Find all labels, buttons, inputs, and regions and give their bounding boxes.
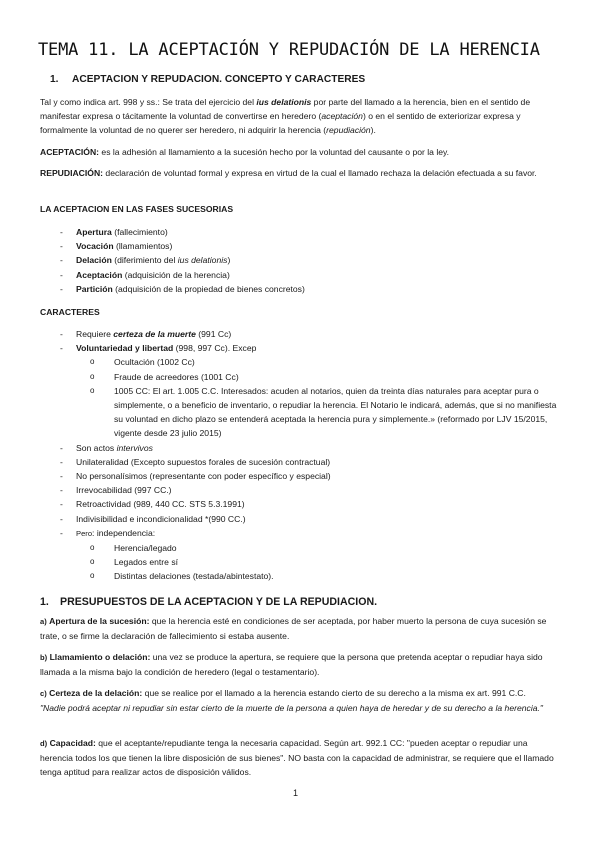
aceptacion-definition	[40, 145, 560, 159]
list-item: - Unilateralidad (Excepto supuestos forales de sucesión contractual)	[40, 455, 560, 469]
section-heading-2	[40, 596, 377, 608]
sublist-item: o Distintas delaciones (testada/abintestato).	[76, 569, 560, 583]
caracteres-heading: CARACTERES	[40, 307, 100, 317]
sublist-item: o Legados entre sí	[76, 555, 560, 569]
definition-label: REPUDIACIÓN:	[40, 168, 104, 178]
intro-text: ).	[370, 125, 376, 136]
caracteres-list	[40, 327, 560, 584]
list-item: - Vocación (llamamientos)	[40, 239, 560, 253]
fases-list	[40, 225, 560, 296]
list-item: - Indivisibilidad e incondicionalidad *(990 CC.)	[40, 512, 560, 526]
definition-text: declaración de voluntad formal y expresa en virtud de la cual el llamado rechaza la delación efectuada a su favor.	[103, 168, 537, 178]
definition-text: es la adhesión al llamamiento a la sucesión hecho por la voluntad del causante o por la ley.	[99, 147, 450, 157]
section-heading-text: PRESUPUESTOS DE LA ACEPTACION Y DE LA REPUDIACION.	[60, 596, 378, 608]
intro-term: repudiación	[326, 125, 371, 136]
fases-heading: LA ACEPTACION EN LAS FASES SUCESORIAS	[40, 204, 234, 214]
definition-label: ACEPTACIÓN:	[40, 147, 100, 157]
intro-text: Tal y como indica art. 998 y ss.: Se trata del ejercicio del	[40, 97, 257, 107]
list-item: - Requiere certeza de la muerte (991 Cc)	[40, 327, 560, 341]
repudiacion-definition	[40, 166, 560, 180]
section-number: 1.	[50, 74, 59, 85]
intro-term: ius delationis	[256, 97, 312, 107]
presupuesto-d: d) Capacidad: que el aceptante/repudiante tenga la necesaria capacidad. Según art. 992.1 CC: "pueden aceptar o repudiar una herencia todos los que tienen la libre disposición de sus bienes". NO basta con la capacidad de administrar, se requiere que el llamado tenga aptitud para realizar actos de disposición válidos.	[40, 738, 554, 778]
list-item: - Son actos intervivos	[40, 441, 560, 455]
presupuesto-c: c) Certeza de la delación: que se realice por el llamado a la herencia estando cierto de su derecho a la misma ex art. 991 C.C. "Nadie podrá aceptar ni repudiar sin estar cierto de la muerte de la persona a quien haya de heredar y de su derecho a la herencia."	[40, 688, 543, 714]
page-title: TEMA 11. LA ACEPTACIÓN Y REPUDACIÓN DE LA HERENCIA	[38, 40, 540, 60]
intro-text: por parte del llamado a la herencia, bien en el sentido de manifestar expresa o tácitamente la voluntad de convertirse en heredero (	[40, 97, 531, 122]
presupuesto-b: b) Llamamiento o delación: una vez se produce la apertura, se requiere que la persona que pretenda aceptar o repudiar haya sido llamada a la misma bajo la condición de heredero (legal o testamentario).	[40, 652, 543, 678]
list-item: - Irrevocabilidad (997 CC.)	[40, 483, 560, 497]
list-item: - Retroactividad (989, 440 CC. STS 5.3.1991)	[40, 497, 560, 511]
intro-text: ) o en el sentido de exteriorizar expresa y formalmente la voluntad de no querer ser heredero, ni adquirir la herencia (	[40, 111, 521, 136]
list-item: - Aceptación (adquisición de la herencia)	[40, 268, 560, 282]
section-heading-1	[50, 74, 365, 85]
presupuesto-a: a) Apertura de la sucesión: que la herencia esté en condiciones de ser aceptada, por haber muerto la persona de cuya sucesión se trate, o se firme la declaración de fallecimiento si estaba ausente.	[40, 616, 547, 642]
list-item: - Partición (adquisición de la propiedad de bienes concretos)	[40, 282, 560, 296]
list-item: - Voluntariedad y libertad (998, 997 Cc). Excep o Ocultación (1002 Cc) o Fraude de acreedores (1001 Cc) o 1005 CC: El art. 1.005 C.C. Interesados: acuden al notarios, quien da treinta días naturales para aceptar pura o simplemente, o a beneficio de inventario, o repudiar la herencia. El Notario le indicará, además, que si no manifiesta su voluntad en dicho plazo se entenderá aceptada la herencia pura y simplemente.» (reformado por LJV 15/2015, vigente desde 23 julio 2015)	[40, 341, 560, 440]
page-number: 1	[293, 788, 299, 798]
list-item: - Apertura (fallecimiento)	[40, 225, 560, 239]
list-item: - No personalísimos (representante con poder específico y especial)	[40, 469, 560, 483]
intro-paragraph	[40, 95, 560, 138]
section-heading-text: ACEPTACION Y REPUDACION. CONCEPTO Y CARACTERES	[72, 74, 366, 85]
list-item: - Delación (diferimiento del ius delationis)	[40, 253, 560, 267]
intro-term: aceptación	[321, 111, 363, 122]
sublist-item: o Fraude de acreedores (1001 Cc)	[76, 370, 560, 384]
list-item: - Pero: independencia: o Herencia/legado o Legados entre sí o Distintas delaciones (testada/abintestato).	[40, 526, 560, 584]
section-number: 1.	[40, 596, 49, 608]
sublist	[76, 541, 560, 584]
sublist-item: o 1005 CC: El art. 1.005 C.C. Interesados: acuden al notarios, quien da treinta días naturales para aceptar pura o simplemente, o a beneficio de inventario, o repudiar la herencia. El Notario le indicará, además, que si no manifiesta su voluntad en dicho plazo se entenderá aceptada la herencia pura y simplemente.» (reformado por LJV 15/2015, vigente desde 23 julio 2015)	[76, 384, 560, 441]
sublist	[76, 355, 560, 440]
sublist-item: o Ocultación (1002 Cc)	[76, 355, 560, 369]
sublist-item: o Herencia/legado	[76, 541, 560, 555]
